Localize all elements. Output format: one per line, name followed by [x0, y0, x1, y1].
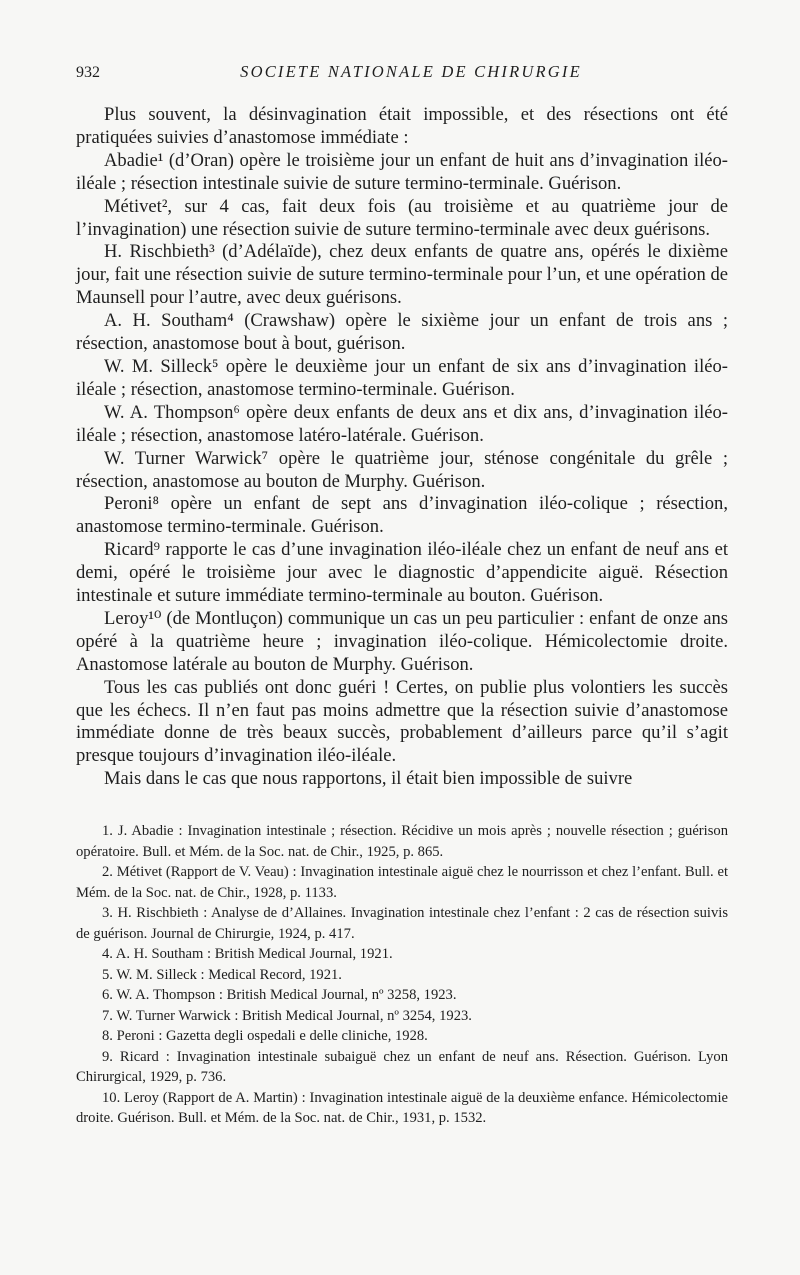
paragraph: A. H. Southam⁴ (Crawshaw) opère le sixième jour un enfant de trois ans ; résection, anastomose bout à bout, guérison.	[76, 310, 728, 355]
footnote: 5. W. M. Silleck : Medical Record, 1921.	[102, 966, 342, 983]
footnotes	[76, 821, 728, 1129]
paragraph: Plus souvent, la désinvagination était impossible, et des résections ont été pratiquées suivies d’anastomose immédiate :	[76, 104, 728, 148]
footnote: 2. Métivet (Rapport de V. Veau) : Invagination intestinale aiguë chez le nourrisson et chez l’enfant. Bull. et Mém. de la Soc. nat. de Chir., 1928, p. 1133.	[76, 864, 728, 901]
page	[76, 62, 728, 1129]
footnote: 4. A. H. Southam : British Medical Journal, 1921.	[102, 946, 393, 963]
running-header	[76, 62, 728, 90]
paragraph: Tous les cas publiés ont donc guéri ! Certes, on publie plus volontiers les succès que les échecs. Il n’en faut pas moins admettre que la résection suivie d’anastomose immédiate donne de très beaux succès, probablement d’ailleurs parce qu’il s’agit presque toujours d’invagination iléo-iléale.	[76, 676, 728, 767]
paragraph: Peroni⁸ opère un enfant de sept ans d’invagination iléo-colique ; résection, anastomose termino-terminale. Guérison.	[76, 493, 728, 538]
paragraph: W. M. Silleck⁵ opère le deuxième jour un enfant de six ans d’invagination iléo-iléale ; résection, anastomose termino-terminale. Guérison.	[76, 355, 728, 400]
paragraph: H. Rischbieth³ (d’Adélaïde), chez deux enfants de quatre ans, opérés le dixième jour, fait une résection suivie de suture termino-terminale pour l’un, et une opération de Maunsell pour l’autre, avec deux guérisons.	[76, 241, 728, 309]
footnote: 6. W. A. Thompson : British Medical Journal, nº 3258, 1923.	[102, 987, 457, 1004]
footnote: 1. J. Abadie : Invagination intestinale ; résection. Récidive un mois après ; nouvelle résection ; guérison opératoire. Bull. et Mém. de la Soc. nat. de Chir., 1925, p. 865.	[76, 823, 728, 860]
footnote: 10. Leroy (Rapport de A. Martin) : Invagination intestinale aiguë de la deuxième enfance. Hémicolectomie droite. Guérison. Bull. et Mém. de la Soc. nat. de Chir., 1931, p. 1532.	[76, 1089, 728, 1127]
paragraph: Ricard⁹ rapporte le cas d’une invagination iléo-iléale chez un enfant de neuf ans et demi, opéré le troisième jour avec le diagnostic d’appendicite aiguë. Résection intestinale et suture immédiate termino-terminale au bouton. Guérison.	[76, 539, 728, 607]
paragraph: Abadie¹ (d’Oran) opère le troisième jour un enfant de huit ans d’invagination iléo-iléale ; résection intestinale suivie de suture termino-terminale. Guérison.	[76, 149, 728, 194]
page-number: 932	[76, 64, 100, 81]
paragraph: Métivet², sur 4 cas, fait deux fois (au troisième et au quatrième jour de l’invagination) une résection suivie de suture termino-terminale avec deux guérisons.	[76, 195, 728, 240]
footnote: 8. Peroni : Gazetta degli ospedali e delle cliniche, 1928.	[102, 1028, 428, 1045]
paragraph: Mais dans le cas que nous rapportons, il était bien impossible de suivre	[104, 768, 633, 790]
paragraph: W. Turner Warwick⁷ opère le quatrième jour, sténose congénitale du grêle ; résection, anastomose au bouton de Murphy. Guérison.	[76, 447, 728, 492]
body-text	[76, 104, 728, 791]
footnote: 3. H. Rischbieth : Analyse de d’Allaines. Invagination intestinale chez l’enfant : 2 cas de résection suivis de guérison. Journal de Chirurgie, 1924, p. 417.	[76, 905, 728, 942]
footnote: 9. Ricard : Invagination intestinale subaiguë chez un enfant de neuf ans. Résection. Guérison. Lyon Chirurgical, 1929, p. 736.	[76, 1048, 728, 1086]
footnote: 7. W. Turner Warwick : British Medical Journal, nº 3254, 1923.	[102, 1007, 472, 1024]
paragraph: W. A. Thompson⁶ opère deux enfants de deux ans et dix ans, d’invagination iléo-iléale ; résection, anastomose latéro-latérale. Guérison.	[76, 401, 728, 446]
paragraph: Leroy¹⁰ (de Montluçon) communique un cas un peu particulier : enfant de onze ans opéré à la quatrième heure ; invagination iléo-colique. Hémicolectomie droite. Anastomose latérale au bouton de Murphy. Guérison.	[76, 607, 728, 675]
running-title: SOCIETE NATIONALE DE CHIRURGIE	[240, 62, 582, 81]
